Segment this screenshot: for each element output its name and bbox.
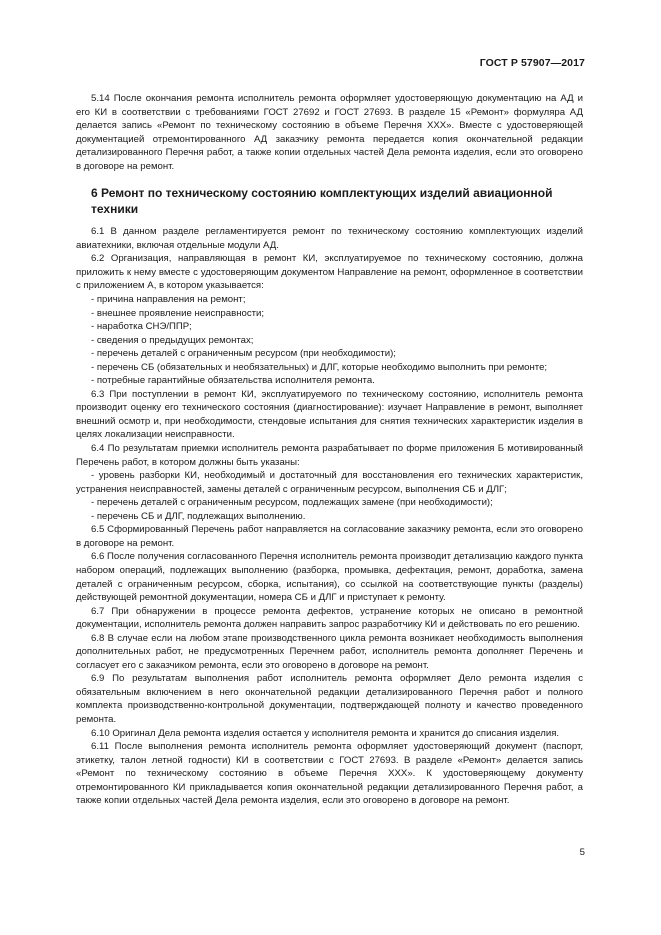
paragraph-6-5: 6.5 Сформированный Перечень работ направляется на согласование заказчику ремонта, если это оговорено в договоре на ремонт. xyxy=(76,524,583,549)
document-body xyxy=(76,92,583,808)
paragraph-6-11: 6.11 После выполнения ремонта исполнитель ремонта оформляет удостоверяющий документ (паспорт, этикетку, талон летной годности) КИ в соответствии с ГОСТ 27693. В разделе «Ремонт» делается запись «Ремонт по техническому состоянию в объеме Перечня XXX». К удостоверяющему документу отремонтированного КИ прикладывается копия окончательной редакции детализированного Перечня работ, а также копии отдельных частей Дела ремонта изделия, если это оговорено в договоре на ремонт. xyxy=(76,741,583,807)
paragraph-6-7: 6.7 При обнаружении в процессе ремонта дефектов, устранение которых не описано в ремонтной документации, исполнитель ремонта должен направить запрос разработчику КИ и действовать по его решению. xyxy=(76,605,583,631)
list-item: - сведения о предыдущих ремонтах; xyxy=(91,334,254,346)
list-item: - перечень СБ и ДЛГ, подлежащих выполнению. xyxy=(91,510,306,522)
page-number: 5 xyxy=(579,847,585,858)
list-item: - наработка СНЭ/ППР; xyxy=(91,321,192,333)
document-header: ГОСТ Р 57907—2017 xyxy=(479,57,585,69)
paragraph-6-1: 6.1 В данном разделе регламентируется ремонт по техническому состоянию комплектующих изделий авиатехники, включая отдельные модули АД. xyxy=(76,226,583,251)
list-item: - перечень СБ (обязательных и необязательных) и ДЛГ, которые необходимо выполнить при ремонте; xyxy=(91,361,548,373)
paragraph-6-9: 6.9 По результатам выполнения работ исполнитель ремонта оформляет Дело ремонта изделия с обязательным включением в него окончательной редакции детализированного Перечня работ и полного комплекта производственно-контрольной документации, подтверждающей полноту и качество проведенного ремонта. xyxy=(76,673,583,725)
list-item: - потребные гарантийные обязательства исполнителя ремонта. xyxy=(91,375,375,387)
paragraph-6-6: 6.6 После получения согласованного Перечня исполнитель ремонта производит детализацию каждого пункта набором операций, подлежащих выполнению (разборка, промывка, дефектация, ремонт, доработка, замена деталей с ограниченным ресурсом, сборка, испытания), со ссылкой на соответствующие пункты (разделы) действующей ремонтной документации, номера СБ и ДЛГ и приступает к ремонту. xyxy=(76,551,583,604)
paragraph-5-14: 5.14 После окончания ремонта исполнитель ремонта оформляет удостоверяющую документацию на АД и его КИ в соответствии с требованиями ГОСТ 27692 и ГОСТ 27693. В разделе 15 «Ремонт» формуляра АД делается запись «Ремонт по техническому состоянию в объеме Перечня XXX». Вместе с удостоверяющей документацией отремонтированного АД заказчику ремонта передается копия окончательной редакции детализированного Перечня работ, а также копии отдельных частей Дела ремонта изделия, если это оговорено в договоре на ремонт. xyxy=(76,93,583,172)
paragraph-6-10: 6.10 Оригинал Дела ремонта изделия остается у исполнителя ремонта и хранится до списания изделия. xyxy=(91,727,560,739)
list-item: - внешнее проявление неисправности; xyxy=(91,307,265,319)
list-item: - перечень деталей с ограниченным ресурсом (при необходимости); xyxy=(91,348,396,360)
paragraph-6-4: 6.4 По результатам приемки исполнитель ремонта разрабатывает по форме приложения Б мотивированный Перечень работ, в котором должны быть указаны: xyxy=(76,443,583,468)
list-item: - уровень разборки КИ, необходимый и достаточный для восстановления его технических характеристик, устранения неисправностей, замены деталей с ограниченным ресурсом, выполнения СБ и ДЛГ; xyxy=(76,470,583,495)
list-item: - перечень деталей с ограниченным ресурсом, подлежащих замене (при необходимости); xyxy=(91,497,493,509)
list-item: - причина направления на ремонт; xyxy=(91,294,246,306)
paragraph-6-8: 6.8 В случае если на любом этапе производственного цикла ремонта возникает необходимость выполнения дополнительных работ, не предусмотренных Перечнем работ, исполнитель ремонта дополняет Перечень и согласует его с заказчиком ремонта, если это оговорено в договоре на ремонт. xyxy=(76,632,583,671)
paragraph-6-2: 6.2 Организация, направляющая в ремонт КИ, эксплуатируемое по техническому состоянию, должна приложить к нему вместе с удостоверяющим документом Направление на ремонт, оформленное в соответствии с приложением А, в котором указывается: xyxy=(76,253,583,292)
paragraph-6-3: 6.3 При поступлении в ремонт КИ, эксплуатируемого по техническому состоянию, исполнитель ремонта производит оценку его технического состояния (диагностирование): изучает Направление в ремонт, выполняет внешний осмотр и, при необходимости, стендовые испытания для снятия технических характеристик изделия в целях локализации неисправности. xyxy=(76,388,583,441)
section-6-title: 6 Ремонт по техническому состоянию комплектующих изделий авиационной техники xyxy=(91,186,553,217)
